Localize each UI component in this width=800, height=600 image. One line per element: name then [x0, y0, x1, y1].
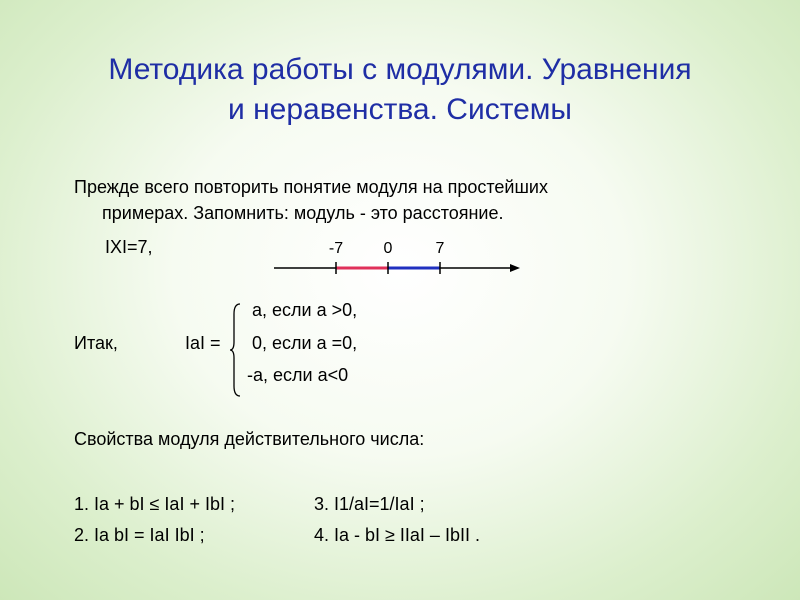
properties-heading: Свойства модуля действительного числа:	[74, 429, 425, 449]
intro-line-1: Прежде всего повторить понятие модуля на простейших	[74, 177, 548, 197]
definition-lhs: IaI =	[185, 333, 221, 353]
property-4: 4. Ia - bI ≥ IIaI – IbII .	[314, 525, 480, 545]
label-neg7: -7	[328, 240, 344, 257]
title-line-1: Методика работы с модулями. Уравнения	[108, 53, 692, 86]
property-1: 1. Ia + bI ≤ IaI + IbI ;	[74, 494, 235, 514]
definition-lead: Итак,	[74, 333, 118, 353]
slide-title	[0, 50, 800, 130]
case-zero: 0, если а =0,	[252, 333, 358, 353]
curly-brace	[229, 302, 243, 398]
case-negative: -a, если а<0	[247, 365, 349, 385]
title-line-2: и неравенства. Системы	[228, 93, 572, 126]
axis-arrow	[510, 264, 520, 272]
label-zero: 0	[383, 240, 393, 257]
case-positive: a, если а >0,	[252, 300, 358, 320]
label-pos7: 7	[435, 240, 445, 257]
number-line	[270, 236, 530, 286]
property-2: 2. Ia bI = IaI IbI ;	[74, 525, 205, 545]
abs-example: IXI=7,	[105, 237, 153, 257]
intro-line-2: примерах. Запомнить: модуль - это расстояние.	[102, 203, 504, 223]
property-3: 3. I1/aI=1/IaI ;	[314, 494, 425, 514]
